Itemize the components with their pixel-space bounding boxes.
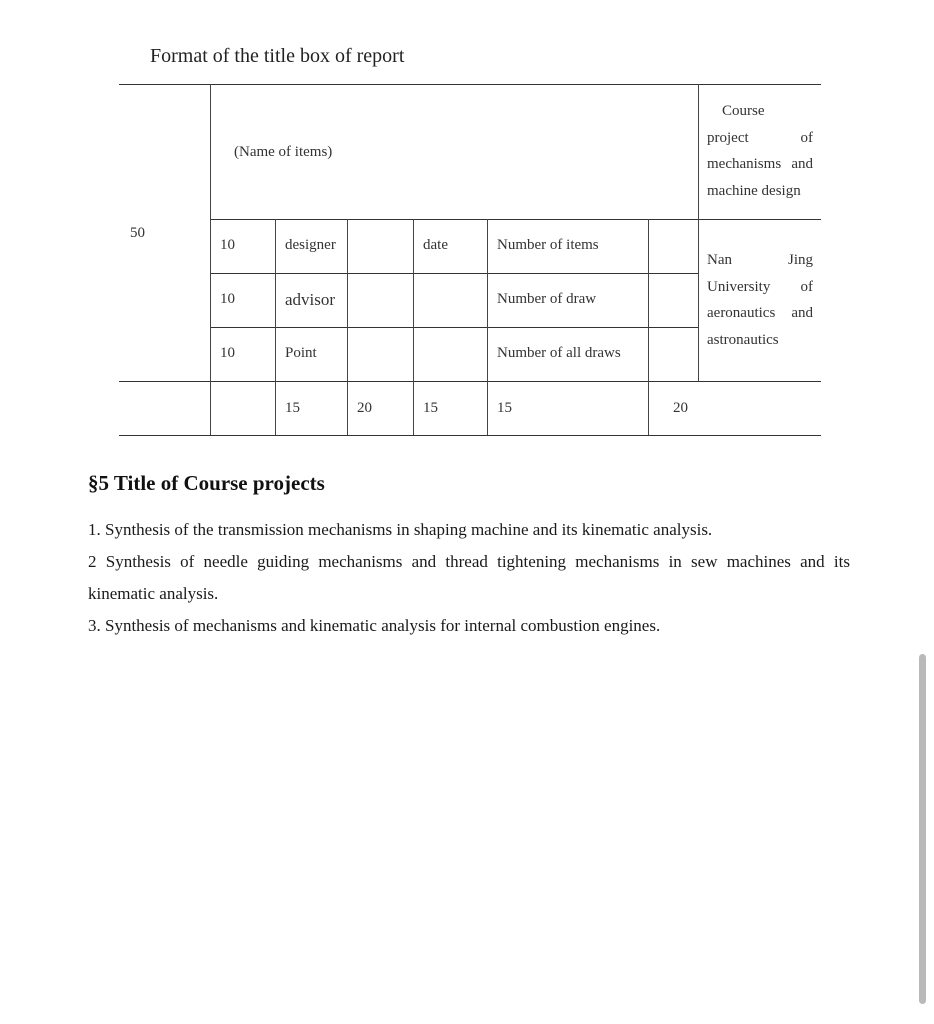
course-box-line: machine design (707, 183, 801, 199)
width-label: 20 (673, 400, 688, 416)
point-label: Point (285, 345, 317, 361)
number-of-items-label: Number of items (497, 237, 599, 253)
table-col-line (347, 219, 348, 435)
designer-label: designer (285, 237, 336, 253)
table-row-line (119, 381, 821, 382)
number-of-all-draws-label: Number of all draws (497, 345, 621, 361)
row-height-label: 10 (220, 345, 235, 361)
course-box-line: mechanisms and (707, 156, 813, 172)
row-height-label: 10 (220, 291, 235, 307)
course-box-line: project of (707, 130, 813, 146)
width-label: 15 (423, 400, 438, 416)
course-box-line: Course (722, 103, 765, 119)
width-label: 15 (285, 400, 300, 416)
table-top-border (119, 84, 821, 85)
table-bottom-border (119, 435, 821, 436)
width-label: 20 (357, 400, 372, 416)
table-col-line (487, 219, 488, 435)
section-heading: §5 Title of Course projects (88, 471, 325, 495)
list-item: 2 Synthesis of needle guiding mechanisms and thread tightening mechanisms in sew machines and its kinematic analysis. (88, 552, 850, 603)
vertical-scrollbar[interactable] (919, 654, 926, 1004)
advisor-label: advisor (285, 290, 336, 309)
table-col-line (413, 219, 414, 435)
table-col-line (648, 219, 649, 435)
table-row-line (210, 273, 698, 274)
width-label: 15 (497, 400, 512, 416)
university-box-line: University of (707, 279, 813, 295)
university-box-line: Nan Jing (707, 252, 813, 268)
table-row-line (210, 327, 698, 328)
list-item: 1. Synthesis of the transmission mechanisms in shaping machine and its kinematic analysis. (88, 520, 713, 539)
table-col-line (698, 84, 699, 381)
page-title: Format of the title box of report (150, 45, 405, 67)
height-label: 50 (130, 225, 145, 241)
row-height-label: 10 (220, 237, 235, 253)
table-col-line (275, 219, 276, 435)
date-label: date (423, 237, 448, 253)
name-of-items-cell: (Name of items) (234, 144, 333, 160)
table-row-line (210, 219, 821, 220)
university-box-line: aeronautics and (707, 305, 813, 321)
list-item: 3. Synthesis of mechanisms and kinematic analysis for internal combustion engines. (88, 616, 661, 635)
number-of-draw-label: Number of draw (497, 291, 597, 307)
university-box-line: astronautics (707, 332, 779, 348)
table-col-line (210, 84, 211, 435)
